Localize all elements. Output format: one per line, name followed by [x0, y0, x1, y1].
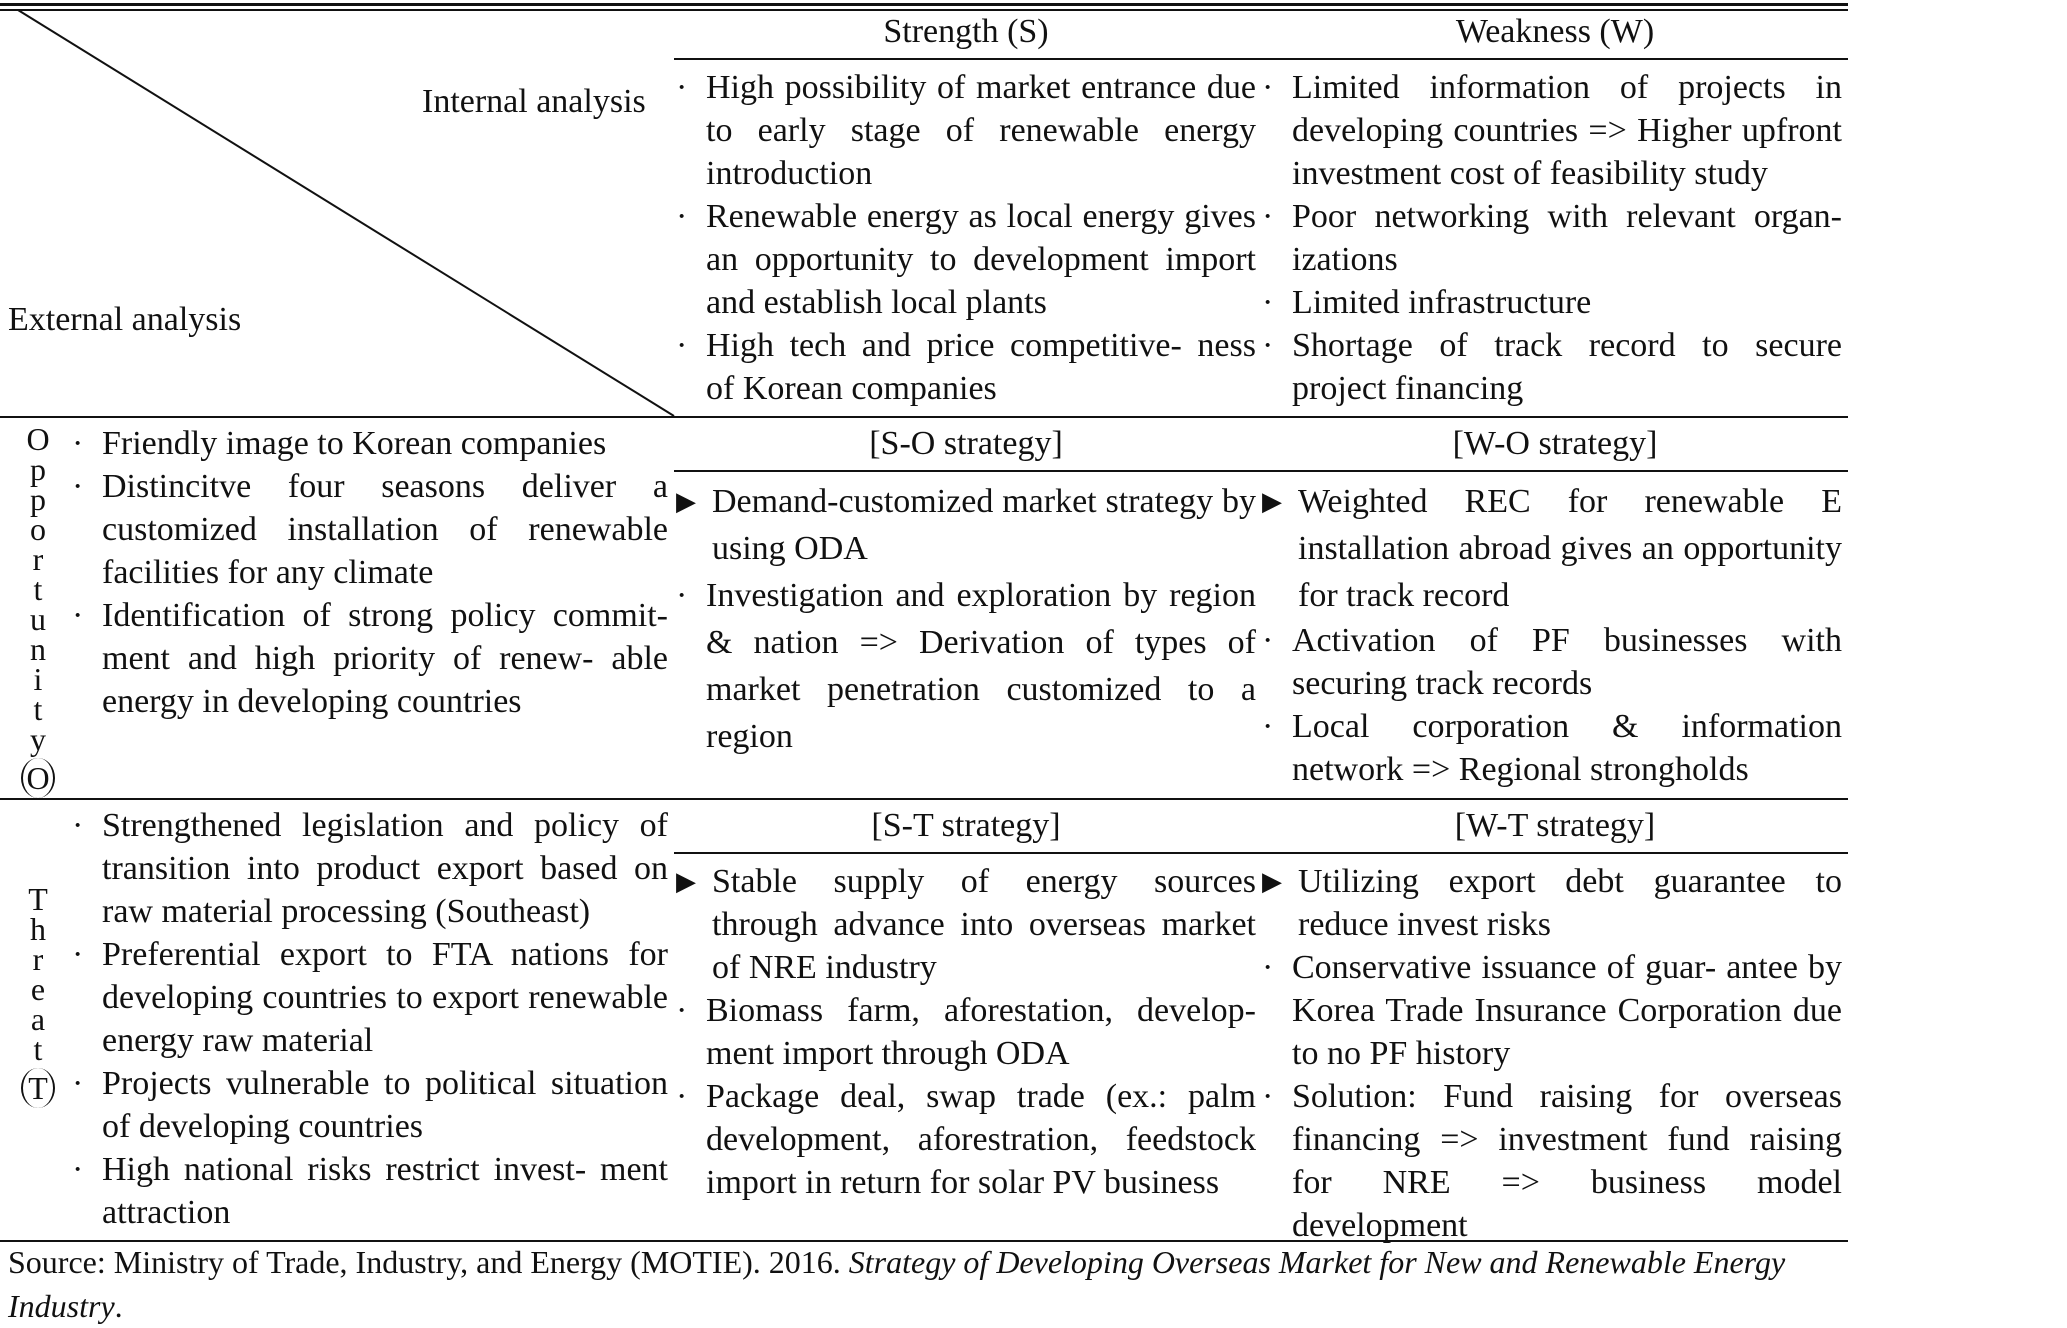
source-suffix: .	[114, 1288, 123, 1324]
weakness-title: Weakness (W)	[1455, 13, 1655, 50]
strength-item: · Renewable energy as local energy gives an opportunity to development import and establish local plants	[676, 198, 1256, 321]
so-title-rule	[674, 470, 1848, 472]
st-strategy-title: [S-T strategy]	[871, 807, 1061, 844]
external-analysis-label: External analysis	[8, 301, 242, 338]
internal-analysis-label: Internal analysis	[422, 83, 646, 120]
wt-main-item: ▶ Utilizing export debt guarantee to reduce invest risks	[1262, 863, 1842, 943]
opportunity-item: · Identification of strong policy commit- ment and high priority of renew- able energy in developing countries	[72, 597, 668, 720]
source-title: Strategy of Developing Overseas Market for New and Renewable Energy Industry	[8, 1244, 1786, 1324]
weakness-item: · Limited information of projects in developing countries => Higher upfront investment cost of feasibility study	[1262, 69, 1842, 192]
strength-item: · High possibility of market entrance due to early stage of renewable energy introduction	[676, 69, 1256, 192]
source-prefix: Source: Ministry of Trade, Industry, and Energy (MOTIE). 2016.	[8, 1244, 849, 1280]
threat-cell	[72, 804, 668, 1234]
opportunity-item: · Friendly image to Korean companies	[72, 425, 607, 462]
strengths-cell	[676, 66, 1256, 410]
threat-top-rule	[0, 798, 1848, 800]
wo-strategy-cell	[1262, 478, 1842, 791]
wo-strategy-title: [W-O strategy]	[1452, 425, 1658, 462]
st-item: · Package deal, swap trade (ex.: palm development, aforestration, feedstock import in return for solar PV business	[676, 1078, 1256, 1201]
so-main-item: ▶ Demand-customized market strategy by using ODA	[676, 483, 1256, 567]
weakness-item: · Shortage of track record to secure project financing	[1262, 327, 1842, 407]
st-title-rule	[674, 852, 1848, 854]
strength-item: · High tech and price competitive- ness of Korean companies	[676, 327, 1256, 407]
st-main-item: ▶ Stable supply of energy sources through advance into overseas market of NRE industry	[676, 863, 1256, 986]
threat-item: · Preferential export to FTA nations for developing countries to export renewable energy raw material	[72, 936, 668, 1059]
wo-item: · Local corporation & information network => Regional strongholds	[1262, 708, 1842, 788]
so-item: · Investigation and exploration by region & nation => Derivation of types of market penetration customized to a region	[676, 577, 1256, 755]
threat-item: · Strengthened legislation and policy of transition into product export based on raw material processing (Southeast)	[72, 807, 668, 930]
weakness-item: · Poor networking with relevant organ- izations	[1262, 198, 1842, 278]
so-strategy-title: [S-O strategy]	[869, 425, 1063, 462]
wt-strategy-title: [W-T strategy]	[1454, 807, 1656, 844]
weaknesses-cell	[1262, 66, 1842, 410]
source-note	[8, 1240, 1838, 1328]
header-subrule	[674, 58, 1848, 60]
opportunity-item: · Distincitve four seasons deliver a customized installation of renewable facilities for any climate	[72, 468, 668, 591]
wt-item: · Solution: Fund raising for overseas financing => investment fund raising for NRE => business model development	[1262, 1078, 1842, 1244]
st-strategy-cell	[676, 860, 1256, 1204]
diagonal-divider	[0, 0, 680, 420]
so-strategy-cell	[676, 478, 1256, 760]
opportunity-abbr: O	[21, 758, 55, 798]
threat-abbr: T	[21, 1068, 55, 1108]
threat-item: · High national risks restrict invest- ment attraction	[72, 1151, 668, 1231]
threat-vertical-label: T h r e a t T	[18, 884, 58, 1108]
wt-item: · Conservative issuance of guar- antee by Korea Trade Insurance Corporation due to no PF history	[1262, 949, 1842, 1072]
wt-strategy-cell	[1262, 860, 1842, 1247]
st-item: · Biomass farm, aforestation, develop- ment import through ODA	[676, 992, 1256, 1072]
opportunity-cell	[72, 422, 668, 723]
wo-main-item: ▶ Weighted REC for renewable E installation abroad gives an opportunity for track record	[1262, 483, 1842, 614]
weakness-item: · Limited infrastructure	[1262, 284, 1592, 321]
opportunity-vertical-label: O p p o r t u n i t y O	[18, 424, 58, 798]
strength-title: Strength (S)	[883, 13, 1049, 50]
wo-item: · Activation of PF businesses with securing track records	[1262, 622, 1842, 702]
threat-item: · Projects vulnerable to political situation of developing countries	[72, 1065, 668, 1145]
